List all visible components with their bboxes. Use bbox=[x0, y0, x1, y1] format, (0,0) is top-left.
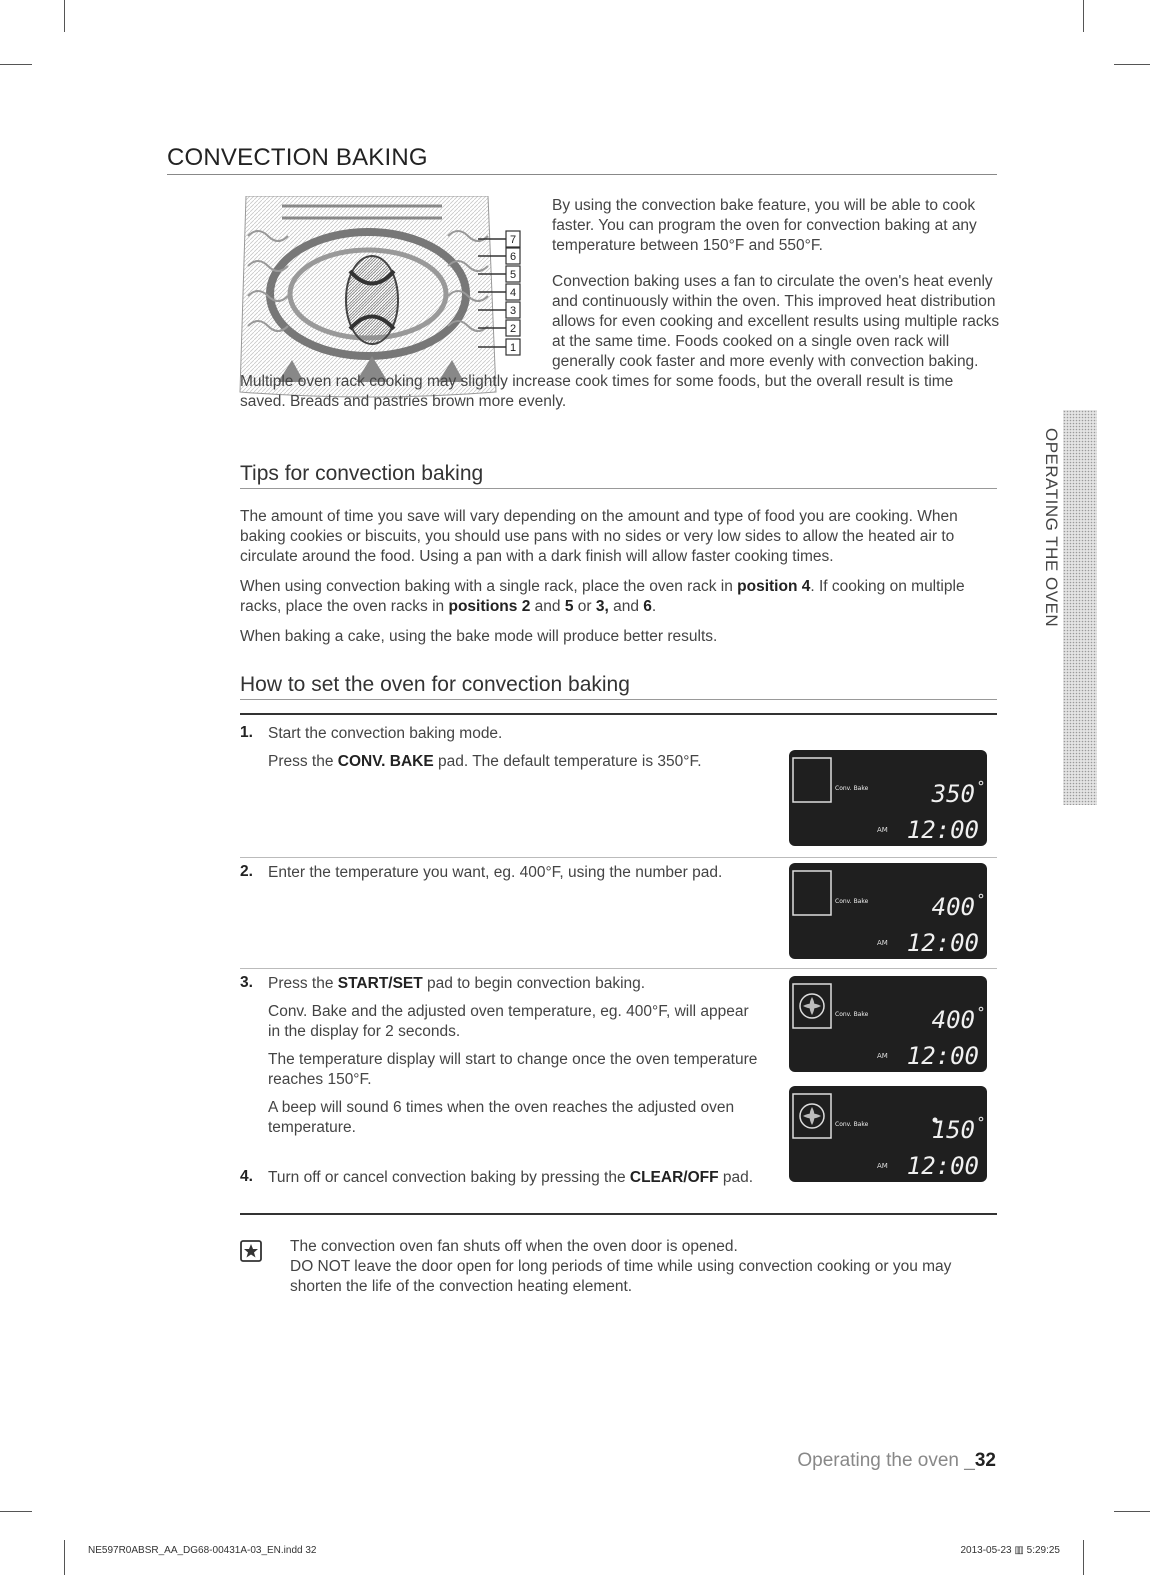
howto-heading: How to set the oven for convection baking bbox=[240, 673, 997, 700]
crop-mark bbox=[64, 0, 65, 32]
intro-text bbox=[552, 196, 1000, 263]
display-temperature: 150 bbox=[931, 1116, 975, 1144]
display-mode-label: Conv. Bake bbox=[835, 1011, 869, 1018]
side-tab-pattern bbox=[1063, 410, 1097, 805]
diagram-spacer bbox=[240, 272, 552, 372]
row-divider bbox=[240, 968, 997, 969]
tips-paragraph-2: When using convection baking with a single rack, place the oven rack in position 4. If cooking on multiple racks, place the oven racks in positions 2 and 5 or 3, and 6. bbox=[240, 578, 965, 615]
display-am-label: AM bbox=[877, 1162, 888, 1170]
display-mode-label: Conv. Bake bbox=[835, 1121, 869, 1128]
steps-top-rule bbox=[240, 713, 997, 715]
star-note-icon bbox=[240, 1240, 262, 1262]
row-divider bbox=[240, 857, 997, 858]
display-clock: 12:00 bbox=[906, 1042, 979, 1070]
tips-section bbox=[240, 507, 1000, 657]
note-line-2: DO NOT leave the door open for long periods of time while using convection cooking or you may shorten the life of the convection heating element. bbox=[290, 1258, 952, 1295]
crop-mark bbox=[1083, 1540, 1084, 1575]
tips-heading: Tips for convection baking bbox=[240, 462, 997, 489]
rack-number: 6 bbox=[509, 251, 517, 263]
crop-mark bbox=[0, 64, 32, 65]
rack-number: 5 bbox=[509, 269, 517, 281]
intro-paragraph-1: By using the convection bake feature, you will be able to cook faster. You can program the oven for convection baking at any temperature between 150°F and 550°F. bbox=[552, 197, 977, 254]
display-am-label: AM bbox=[877, 1052, 888, 1060]
print-slug-date: 2013-05-23 ▥ 5:29:25 bbox=[960, 1545, 1060, 1556]
oven-display-150-fan bbox=[789, 1086, 987, 1182]
intro-text-continued bbox=[240, 272, 1000, 412]
step-3-detail-2: The temperature display will start to change once the oven temperature reaches 150°F. bbox=[268, 1051, 758, 1088]
note-line-1: The convection oven fan shuts off when the oven door is opened. bbox=[290, 1238, 738, 1255]
display-clock: 12:00 bbox=[906, 1152, 979, 1180]
step-1-line: Start the convection baking mode. bbox=[268, 725, 503, 742]
display-mode-label: Conv. Bake bbox=[835, 898, 869, 905]
crop-mark bbox=[1114, 64, 1150, 65]
oven-display-350 bbox=[789, 750, 987, 846]
step-number: 3. bbox=[240, 974, 253, 991]
steps-bottom-rule bbox=[240, 1213, 997, 1215]
step-number: 4. bbox=[240, 1168, 253, 1185]
footer-section: Operating the oven _ bbox=[797, 1450, 975, 1471]
crop-mark bbox=[1083, 0, 1084, 32]
page-number: 32 bbox=[974, 1450, 996, 1471]
tips-paragraph-3: When baking a cake, using the bake mode will produce better results. bbox=[240, 628, 718, 645]
rack-number: 4 bbox=[509, 287, 517, 299]
display-clock: 12:00 bbox=[906, 929, 979, 957]
display-temperature: 400 bbox=[931, 893, 975, 921]
step-3-detail-3: A beep will sound 6 times when the oven reaches the adjusted oven temperature. bbox=[268, 1099, 735, 1136]
step-4 bbox=[240, 1168, 785, 1196]
step-3-detail-1: Conv. Bake and the adjusted oven temperature, eg. 400°F, will appear in the display for 2 seconds. bbox=[268, 1003, 749, 1040]
step-1 bbox=[240, 724, 785, 780]
side-tab-label: OPERATING THE OVEN bbox=[1042, 428, 1061, 628]
tips-paragraph-1: The amount of time you save will vary depending on the amount and type of food you are cooking. When baking cookies or biscuits, you should use pans with no sides or very low sides to allow the heated air to circulate around the food. Using a pan with a dark finish will allow faster cooking times. bbox=[240, 508, 958, 565]
rack-number: 1 bbox=[509, 342, 517, 354]
display-temperature: 400 bbox=[931, 1006, 975, 1034]
rack-number: 2 bbox=[509, 323, 517, 335]
step-number: 2. bbox=[240, 863, 253, 880]
step-2 bbox=[240, 863, 785, 891]
print-slug-file: NE597R0ABSR_AA_DG68-00431A-03_EN.indd 32 bbox=[88, 1545, 317, 1556]
step-2-line: Enter the temperature you want, eg. 400°F, using the number pad. bbox=[268, 864, 723, 881]
oven-display-400-fan bbox=[789, 976, 987, 1072]
display-clock: 12:00 bbox=[906, 816, 979, 844]
display-temperature: 350 bbox=[931, 780, 975, 808]
rack-number: 7 bbox=[509, 234, 517, 246]
step-4-line: Turn off or cancel convection baking by pressing the CLEAR/OFF pad. bbox=[268, 1169, 754, 1186]
crop-mark bbox=[64, 1540, 65, 1575]
intro-paragraph-2: Convection baking uses a fan to circulate the oven's heat evenly and continuously within the oven. This improved heat distribution allows for even cooking and excellent results using multiple racks at the same time. Foods cooked on a single oven rack will generally cook faster and more evenly with convection baking. Multiple oven rack cooking may slightly increase cook times for some foods, but the overall result is time saved. Breads and pastries brown more evenly. bbox=[240, 273, 1000, 410]
display-mode-label: Conv. Bake bbox=[835, 785, 869, 792]
display-am-label: AM bbox=[877, 826, 888, 834]
crop-mark bbox=[1114, 1511, 1150, 1512]
step-3-line: Press the START/SET pad to begin convection baking. bbox=[268, 975, 646, 992]
page-footer bbox=[797, 1450, 996, 1472]
page-title: CONVECTION BAKING bbox=[167, 144, 997, 175]
display-am-label: AM bbox=[877, 939, 888, 947]
crop-mark bbox=[0, 1511, 32, 1512]
step-1-detail: Press the CONV. BAKE pad. The default temperature is 350°F. bbox=[268, 753, 702, 770]
rack-number: 3 bbox=[509, 305, 517, 317]
oven-display-400 bbox=[789, 863, 987, 959]
step-number: 1. bbox=[240, 724, 253, 741]
step-3 bbox=[240, 974, 785, 1146]
